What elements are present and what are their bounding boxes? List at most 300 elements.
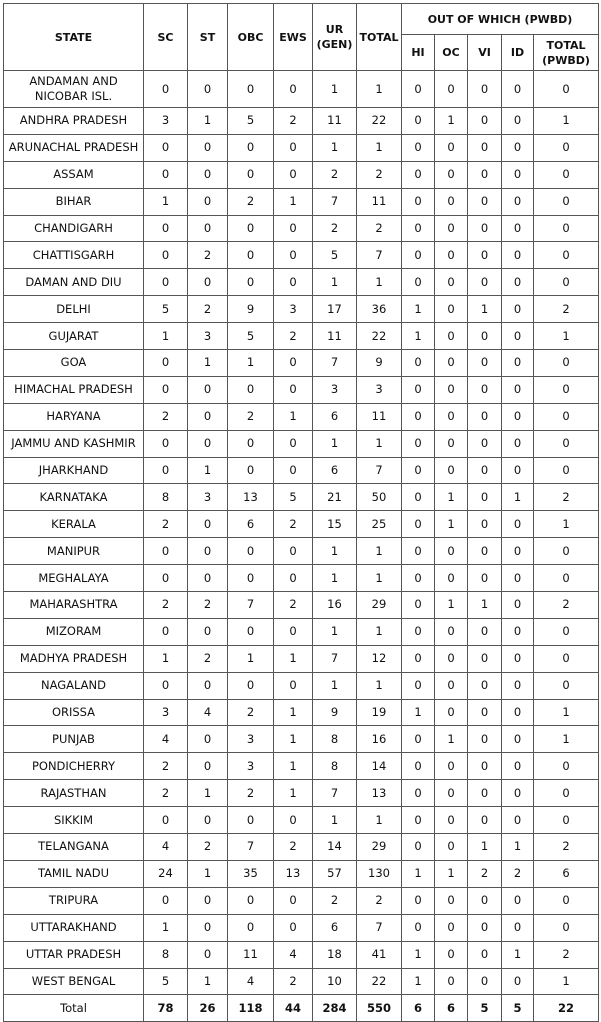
cell-vi: 0 — [468, 565, 502, 592]
cell-obc: 0 — [228, 161, 274, 188]
cell-vi: 0 — [468, 215, 502, 242]
cell-vi: 0 — [468, 941, 502, 968]
cell-hi: 0 — [402, 430, 435, 457]
cell-ur: 17 — [313, 296, 357, 323]
table-row — [4, 376, 599, 403]
cell-id: 1 — [502, 941, 534, 968]
cell-ews: 0 — [274, 538, 313, 565]
cell-sc: 5 — [144, 296, 188, 323]
cell-state: ORISSA — [4, 699, 144, 726]
cell-state: GOA — [4, 350, 144, 377]
cell-vi: 0 — [468, 618, 502, 645]
cell-ur: 3 — [313, 376, 357, 403]
cell-sc: 1 — [144, 323, 188, 350]
cell-ews: 0 — [274, 269, 313, 296]
cell-sc: 0 — [144, 887, 188, 914]
cell-state: ANDAMAN AND NICOBAR ISL. — [4, 71, 144, 108]
cell-id: 0 — [502, 726, 534, 753]
state-category-table — [3, 3, 599, 1022]
cell-pwbd: 0 — [534, 538, 599, 565]
cell-state: KARNATAKA — [4, 484, 144, 511]
cell-total: 41 — [357, 941, 402, 968]
cell-ews: 0 — [274, 565, 313, 592]
cell-id: 0 — [502, 592, 534, 619]
cell-pwbd: 0 — [534, 376, 599, 403]
cell-sc: 0 — [144, 457, 188, 484]
cell-total: 1 — [357, 430, 402, 457]
cell-sc: 2 — [144, 511, 188, 538]
cell-st: 1 — [188, 350, 228, 377]
cell-oc: 0 — [435, 699, 468, 726]
cell-id: 0 — [502, 134, 534, 161]
cell-hi: 0 — [402, 242, 435, 269]
cell-ews: 3 — [274, 296, 313, 323]
cell-sc: 0 — [144, 430, 188, 457]
cell-st: 0 — [188, 726, 228, 753]
cell-st: 2 — [188, 592, 228, 619]
cell-pwbd: 0 — [534, 71, 599, 108]
cell-vi: 0 — [468, 511, 502, 538]
cell-obc: 0 — [228, 134, 274, 161]
total-cell-oc: 6 — [435, 995, 468, 1022]
cell-hi: 1 — [402, 968, 435, 995]
cell-ur: 1 — [313, 807, 357, 834]
cell-id: 0 — [502, 672, 534, 699]
cell-oc: 0 — [435, 376, 468, 403]
cell-st: 1 — [188, 968, 228, 995]
cell-pwbd: 2 — [534, 941, 599, 968]
cell-vi: 0 — [468, 753, 502, 780]
cell-pwbd: 0 — [534, 753, 599, 780]
cell-ur: 1 — [313, 430, 357, 457]
cell-total: 22 — [357, 323, 402, 350]
cell-ur: 1 — [313, 565, 357, 592]
cell-ur: 2 — [313, 887, 357, 914]
cell-ur: 8 — [313, 753, 357, 780]
cell-oc: 0 — [435, 296, 468, 323]
cell-ews: 2 — [274, 323, 313, 350]
table-row — [4, 71, 599, 108]
cell-ews: 0 — [274, 887, 313, 914]
cell-pwbd: 2 — [534, 834, 599, 861]
cell-ur: 1 — [313, 618, 357, 645]
cell-oc: 0 — [435, 672, 468, 699]
cell-hi: 0 — [402, 188, 435, 215]
cell-state: SIKKIM — [4, 807, 144, 834]
cell-sc: 0 — [144, 71, 188, 108]
cell-obc: 0 — [228, 887, 274, 914]
cell-total: 50 — [357, 484, 402, 511]
cell-obc: 5 — [228, 108, 274, 135]
cell-oc: 1 — [435, 592, 468, 619]
cell-oc: 0 — [435, 941, 468, 968]
cell-state: RAJASTHAN — [4, 780, 144, 807]
cell-pwbd: 0 — [534, 161, 599, 188]
cell-ews: 1 — [274, 188, 313, 215]
cell-sc: 3 — [144, 108, 188, 135]
cell-obc: 0 — [228, 672, 274, 699]
cell-total: 1 — [357, 672, 402, 699]
table-row — [4, 780, 599, 807]
cell-obc: 7 — [228, 592, 274, 619]
cell-id: 0 — [502, 430, 534, 457]
cell-oc: 1 — [435, 108, 468, 135]
cell-sc: 1 — [144, 914, 188, 941]
cell-sc: 2 — [144, 780, 188, 807]
header-vi: VI — [468, 35, 502, 71]
cell-hi: 0 — [402, 834, 435, 861]
table-row — [4, 914, 599, 941]
table-row — [4, 699, 599, 726]
cell-st: 0 — [188, 511, 228, 538]
cell-total: 1 — [357, 71, 402, 108]
cell-st: 0 — [188, 161, 228, 188]
cell-ews: 1 — [274, 780, 313, 807]
cell-hi: 0 — [402, 269, 435, 296]
cell-obc: 0 — [228, 618, 274, 645]
cell-pwbd: 2 — [534, 296, 599, 323]
cell-pwbd: 6 — [534, 860, 599, 887]
table-row — [4, 511, 599, 538]
cell-obc: 0 — [228, 807, 274, 834]
cell-obc: 0 — [228, 430, 274, 457]
total-cell-obc: 118 — [228, 995, 274, 1022]
cell-id: 0 — [502, 350, 534, 377]
cell-pwbd: 0 — [534, 672, 599, 699]
cell-id: 0 — [502, 699, 534, 726]
cell-hi: 0 — [402, 726, 435, 753]
cell-state: TELANGANA — [4, 834, 144, 861]
cell-id: 0 — [502, 538, 534, 565]
cell-obc: 0 — [228, 71, 274, 108]
cell-hi: 0 — [402, 565, 435, 592]
cell-ur: 6 — [313, 403, 357, 430]
cell-sc: 3 — [144, 699, 188, 726]
cell-ur: 10 — [313, 968, 357, 995]
cell-vi: 0 — [468, 699, 502, 726]
cell-state: GUJARAT — [4, 323, 144, 350]
cell-id: 0 — [502, 618, 534, 645]
cell-total: 11 — [357, 403, 402, 430]
cell-pwbd: 0 — [534, 807, 599, 834]
cell-ews: 2 — [274, 834, 313, 861]
cell-total: 1 — [357, 538, 402, 565]
table-row — [4, 108, 599, 135]
cell-ews: 0 — [274, 672, 313, 699]
cell-state: TRIPURA — [4, 887, 144, 914]
cell-total: 16 — [357, 726, 402, 753]
cell-ews: 0 — [274, 242, 313, 269]
cell-id: 0 — [502, 188, 534, 215]
cell-id: 0 — [502, 108, 534, 135]
cell-ews: 2 — [274, 511, 313, 538]
cell-state: JAMMU AND KASHMIR — [4, 430, 144, 457]
cell-pwbd: 0 — [534, 134, 599, 161]
total-cell-total: 550 — [357, 995, 402, 1022]
cell-oc: 0 — [435, 242, 468, 269]
cell-vi: 0 — [468, 430, 502, 457]
cell-st: 2 — [188, 645, 228, 672]
cell-state: DAMAN AND DIU — [4, 269, 144, 296]
header-sc: SC — [144, 4, 188, 71]
cell-state: WEST BENGAL — [4, 968, 144, 995]
cell-vi: 0 — [468, 161, 502, 188]
cell-ews: 5 — [274, 484, 313, 511]
cell-hi: 0 — [402, 376, 435, 403]
cell-hi: 0 — [402, 484, 435, 511]
cell-id: 0 — [502, 968, 534, 995]
cell-st: 4 — [188, 699, 228, 726]
cell-total: 2 — [357, 161, 402, 188]
cell-oc: 0 — [435, 188, 468, 215]
cell-id: 0 — [502, 565, 534, 592]
cell-id: 0 — [502, 323, 534, 350]
header-oc: OC — [435, 35, 468, 71]
total-row — [4, 995, 599, 1022]
cell-st: 0 — [188, 215, 228, 242]
cell-total: 3 — [357, 376, 402, 403]
cell-hi: 0 — [402, 780, 435, 807]
cell-sc: 0 — [144, 807, 188, 834]
cell-st: 0 — [188, 269, 228, 296]
cell-vi: 0 — [468, 887, 502, 914]
cell-ews: 2 — [274, 592, 313, 619]
cell-vi: 0 — [468, 376, 502, 403]
cell-hi: 0 — [402, 71, 435, 108]
cell-ur: 21 — [313, 484, 357, 511]
cell-oc: 1 — [435, 860, 468, 887]
cell-vi: 1 — [468, 296, 502, 323]
cell-st: 0 — [188, 807, 228, 834]
cell-ur: 57 — [313, 860, 357, 887]
cell-obc: 2 — [228, 780, 274, 807]
cell-ur: 11 — [313, 323, 357, 350]
cell-obc: 2 — [228, 403, 274, 430]
cell-total: 7 — [357, 242, 402, 269]
cell-total: 7 — [357, 457, 402, 484]
cell-state: UTTARAKHAND — [4, 914, 144, 941]
cell-oc: 0 — [435, 618, 468, 645]
cell-st: 0 — [188, 538, 228, 565]
cell-hi: 0 — [402, 592, 435, 619]
total-cell-sc: 78 — [144, 995, 188, 1022]
cell-state: DELHI — [4, 296, 144, 323]
cell-sc: 0 — [144, 350, 188, 377]
table-row — [4, 618, 599, 645]
cell-oc: 0 — [435, 780, 468, 807]
cell-total: 12 — [357, 645, 402, 672]
cell-total: 1 — [357, 134, 402, 161]
cell-hi: 1 — [402, 699, 435, 726]
cell-state: MADHYA PRADESH — [4, 645, 144, 672]
cell-vi: 0 — [468, 188, 502, 215]
cell-hi: 0 — [402, 350, 435, 377]
header-state: STATE — [4, 4, 144, 71]
cell-vi: 0 — [468, 269, 502, 296]
cell-pwbd: 1 — [534, 511, 599, 538]
cell-hi: 1 — [402, 296, 435, 323]
cell-id: 0 — [502, 780, 534, 807]
cell-obc: 0 — [228, 242, 274, 269]
cell-state: JHARKHAND — [4, 457, 144, 484]
cell-sc: 4 — [144, 726, 188, 753]
cell-obc: 0 — [228, 914, 274, 941]
cell-ur: 1 — [313, 538, 357, 565]
cell-obc: 6 — [228, 511, 274, 538]
cell-oc: 0 — [435, 753, 468, 780]
cell-total: 11 — [357, 188, 402, 215]
cell-total: 1 — [357, 269, 402, 296]
cell-ews: 0 — [274, 376, 313, 403]
cell-ews: 2 — [274, 968, 313, 995]
cell-obc: 3 — [228, 726, 274, 753]
cell-id: 0 — [502, 645, 534, 672]
cell-pwbd: 0 — [534, 887, 599, 914]
cell-st: 0 — [188, 565, 228, 592]
cell-id: 0 — [502, 753, 534, 780]
cell-st: 2 — [188, 296, 228, 323]
cell-st: 2 — [188, 834, 228, 861]
table-body — [4, 71, 599, 1022]
cell-ews: 0 — [274, 350, 313, 377]
cell-pwbd: 0 — [534, 618, 599, 645]
cell-st: 0 — [188, 134, 228, 161]
cell-ews: 0 — [274, 807, 313, 834]
cell-id: 1 — [502, 484, 534, 511]
table-row — [4, 726, 599, 753]
cell-obc: 35 — [228, 860, 274, 887]
cell-st: 3 — [188, 484, 228, 511]
cell-obc: 11 — [228, 941, 274, 968]
table-row — [4, 941, 599, 968]
cell-hi: 0 — [402, 403, 435, 430]
header-pwbd-line1: TOTAL — [546, 38, 586, 52]
cell-state: KERALA — [4, 511, 144, 538]
cell-id: 0 — [502, 457, 534, 484]
cell-oc: 0 — [435, 807, 468, 834]
cell-ur: 7 — [313, 780, 357, 807]
cell-vi: 0 — [468, 645, 502, 672]
total-cell-state: Total — [4, 995, 144, 1022]
cell-ews: 1 — [274, 699, 313, 726]
cell-pwbd: 1 — [534, 108, 599, 135]
table-row — [4, 403, 599, 430]
cell-hi: 0 — [402, 511, 435, 538]
cell-ur: 2 — [313, 161, 357, 188]
header-ews: EWS — [274, 4, 313, 71]
cell-sc: 0 — [144, 161, 188, 188]
cell-pwbd: 1 — [534, 323, 599, 350]
cell-vi: 0 — [468, 108, 502, 135]
cell-id: 0 — [502, 807, 534, 834]
cell-st: 1 — [188, 860, 228, 887]
cell-id: 0 — [502, 914, 534, 941]
total-cell-id: 5 — [502, 995, 534, 1022]
cell-total: 2 — [357, 215, 402, 242]
cell-sc: 0 — [144, 376, 188, 403]
cell-sc: 2 — [144, 592, 188, 619]
table-row — [4, 430, 599, 457]
cell-st: 3 — [188, 323, 228, 350]
table-row — [4, 323, 599, 350]
cell-vi: 0 — [468, 350, 502, 377]
cell-id: 2 — [502, 860, 534, 887]
cell-obc: 2 — [228, 188, 274, 215]
cell-state: MEGHALAYA — [4, 565, 144, 592]
table-row — [4, 269, 599, 296]
cell-ews: 0 — [274, 134, 313, 161]
cell-total: 29 — [357, 592, 402, 619]
cell-pwbd: 2 — [534, 484, 599, 511]
cell-ews: 0 — [274, 618, 313, 645]
cell-ews: 2 — [274, 108, 313, 135]
cell-state: MAHARASHTRA — [4, 592, 144, 619]
header-ur-line2: (GEN) — [316, 38, 353, 51]
cell-hi: 0 — [402, 753, 435, 780]
cell-state: ASSAM — [4, 161, 144, 188]
cell-ur: 1 — [313, 269, 357, 296]
table-row — [4, 538, 599, 565]
cell-id: 0 — [502, 71, 534, 108]
header-st: ST — [188, 4, 228, 71]
cell-pwbd: 0 — [534, 457, 599, 484]
cell-obc: 5 — [228, 323, 274, 350]
cell-ur: 15 — [313, 511, 357, 538]
cell-obc: 0 — [228, 215, 274, 242]
cell-ur: 8 — [313, 726, 357, 753]
cell-state: CHANDIGARH — [4, 215, 144, 242]
table-row — [4, 645, 599, 672]
cell-sc: 0 — [144, 242, 188, 269]
cell-pwbd: 0 — [534, 403, 599, 430]
cell-ews: 0 — [274, 430, 313, 457]
cell-st: 0 — [188, 376, 228, 403]
total-cell-ur: 284 — [313, 995, 357, 1022]
cell-ews: 0 — [274, 215, 313, 242]
cell-pwbd: 0 — [534, 215, 599, 242]
cell-sc: 5 — [144, 968, 188, 995]
cell-ews: 4 — [274, 941, 313, 968]
cell-oc: 0 — [435, 538, 468, 565]
cell-sc: 0 — [144, 565, 188, 592]
cell-ur: 9 — [313, 699, 357, 726]
cell-hi: 1 — [402, 941, 435, 968]
cell-vi: 1 — [468, 834, 502, 861]
cell-ur: 6 — [313, 914, 357, 941]
cell-st: 0 — [188, 188, 228, 215]
cell-ur: 7 — [313, 350, 357, 377]
cell-st: 0 — [188, 403, 228, 430]
cell-sc: 0 — [144, 538, 188, 565]
header-obc: OBC — [228, 4, 274, 71]
cell-id: 0 — [502, 215, 534, 242]
table-row — [4, 350, 599, 377]
cell-oc: 1 — [435, 726, 468, 753]
cell-hi: 0 — [402, 618, 435, 645]
cell-total: 2 — [357, 887, 402, 914]
cell-ur: 11 — [313, 108, 357, 135]
cell-hi: 0 — [402, 161, 435, 188]
cell-ur: 2 — [313, 215, 357, 242]
cell-sc: 24 — [144, 860, 188, 887]
cell-ews: 1 — [274, 726, 313, 753]
cell-sc: 0 — [144, 215, 188, 242]
cell-sc: 0 — [144, 618, 188, 645]
cell-vi: 2 — [468, 860, 502, 887]
header-hi: HI — [402, 35, 435, 71]
cell-obc: 0 — [228, 457, 274, 484]
cell-total: 1 — [357, 565, 402, 592]
